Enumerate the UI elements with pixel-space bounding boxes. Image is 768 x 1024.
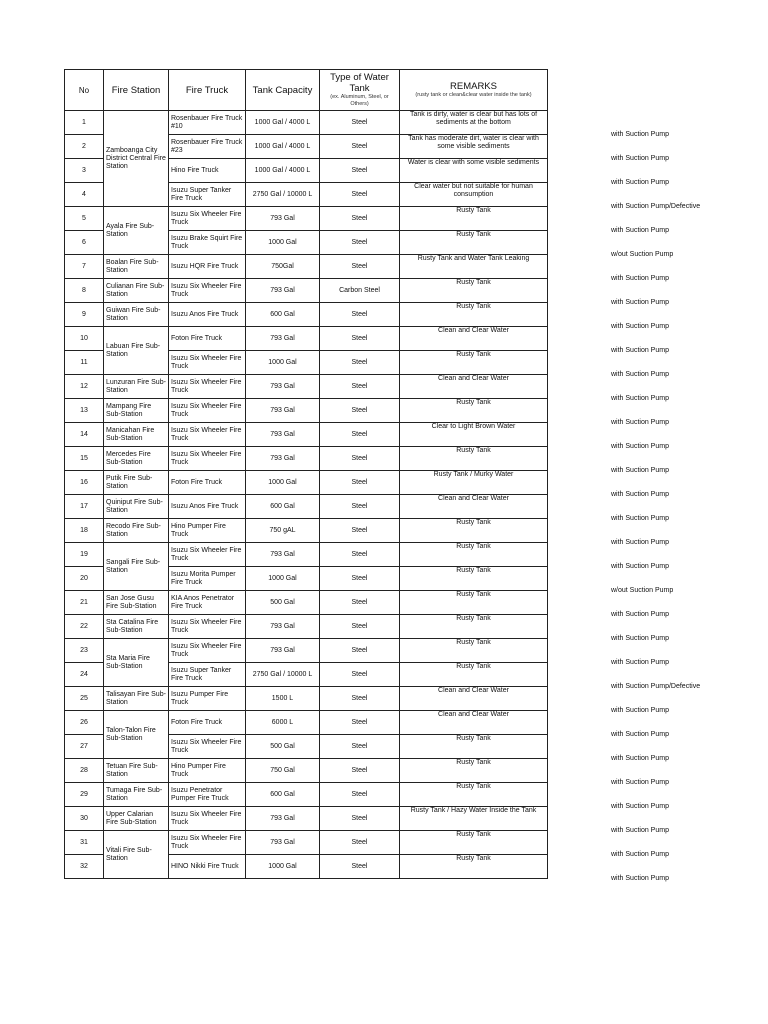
row-number: 12 xyxy=(65,375,104,399)
header-fire-truck: Fire Truck xyxy=(169,70,246,111)
station-name: Labuan Fire Sub-Station xyxy=(104,327,169,375)
table-row xyxy=(65,711,548,735)
station-name: Manicahan Fire Sub-Station xyxy=(104,423,169,447)
tank-capacity: 793 Gal xyxy=(246,807,320,831)
fire-truck-name: Isuzu Penetrator Pumper Fire Truck xyxy=(169,783,246,807)
table-row xyxy=(65,375,548,399)
tank-capacity: 1000 Gal xyxy=(246,231,320,255)
tank-capacity: 1000 Gal / 4000 L xyxy=(246,159,320,183)
table-row xyxy=(65,495,548,519)
fire-truck-name: Isuzu Six Wheeler Fire Truck xyxy=(169,615,246,639)
remarks: Rusty Tank xyxy=(400,567,548,591)
remarks: Tank has moderate dirt, water is clear with some visible sediments xyxy=(400,135,548,159)
table-row xyxy=(65,807,548,831)
row-number: 19 xyxy=(65,543,104,567)
table-row xyxy=(65,423,548,447)
station-name: Culianan Fire Sub-Station xyxy=(104,279,169,303)
tank-type: Steel xyxy=(320,711,400,735)
remarks: Rusty Tank xyxy=(400,759,548,783)
row-number: 30 xyxy=(65,807,104,831)
table-row xyxy=(65,471,548,495)
tank-type: Steel xyxy=(320,567,400,591)
station-name: Quiniput Fire Sub-Station xyxy=(104,495,169,519)
suction-pump-note: with Suction Pump xyxy=(611,754,669,762)
station-name: Vitali Fire Sub-Station xyxy=(104,831,169,879)
tank-capacity: 750Gal xyxy=(246,255,320,279)
fire-truck-name: Isuzu Morita Pumper Fire Truck xyxy=(169,567,246,591)
remarks: Rusty Tank xyxy=(400,591,548,615)
tank-type: Steel xyxy=(320,759,400,783)
remarks: Rusty Tank xyxy=(400,663,548,687)
tank-type: Steel xyxy=(320,159,400,183)
tank-type: Steel xyxy=(320,255,400,279)
tank-capacity: 6000 L xyxy=(246,711,320,735)
table-row xyxy=(65,303,548,327)
remarks: Rusty Tank / Murky Water xyxy=(400,471,548,495)
station-name: Sta Maria Fire Sub-Station xyxy=(104,639,169,687)
suction-pump-note: with Suction Pump xyxy=(611,778,669,786)
suction-pump-note: with Suction Pump xyxy=(611,874,669,882)
remarks: Rusty Tank xyxy=(400,519,548,543)
suction-pump-note: with Suction Pump xyxy=(611,346,669,354)
tank-capacity: 600 Gal xyxy=(246,495,320,519)
tank-capacity: 2750 Gal / 10000 L xyxy=(246,663,320,687)
row-number: 24 xyxy=(65,663,104,687)
station-name: Tetuan Fire Sub-Station xyxy=(104,759,169,783)
station-name: Boalan Fire Sub-Station xyxy=(104,255,169,279)
remarks: Rusty Tank xyxy=(400,447,548,471)
remarks: Rusty Tank xyxy=(400,855,548,879)
table-row xyxy=(65,543,548,567)
suction-pump-note: w/out Suction Pump xyxy=(611,586,674,594)
fire-truck-inventory-sheet xyxy=(64,69,701,882)
tank-capacity: 793 Gal xyxy=(246,447,320,471)
tank-type: Steel xyxy=(320,591,400,615)
row-number: 2 xyxy=(65,135,104,159)
table-row xyxy=(65,639,548,663)
tank-type: Steel xyxy=(320,303,400,327)
fire-truck-table xyxy=(64,69,548,879)
tank-type: Steel xyxy=(320,399,400,423)
tank-capacity: 2750 Gal / 10000 L xyxy=(246,183,320,207)
tank-capacity: 1000 Gal xyxy=(246,855,320,879)
station-name: Guiwan Fire Sub-Station xyxy=(104,303,169,327)
remarks: Water is clear with some visible sediments xyxy=(400,159,548,183)
tank-capacity: 793 Gal xyxy=(246,375,320,399)
tank-capacity: 500 Gal xyxy=(246,591,320,615)
row-number: 13 xyxy=(65,399,104,423)
tank-capacity: 793 Gal xyxy=(246,207,320,231)
table-row xyxy=(65,447,548,471)
station-name: Putik Fire Sub-Station xyxy=(104,471,169,495)
remarks: Rusty Tank xyxy=(400,207,548,231)
tank-capacity: 750 Gal xyxy=(246,759,320,783)
fire-truck-name: Isuzu Brake Squirt Fire Truck xyxy=(169,231,246,255)
row-number: 5 xyxy=(65,207,104,231)
suction-pump-note: with Suction Pump xyxy=(611,538,669,546)
suction-pump-note: with Suction Pump xyxy=(611,130,669,138)
remarks: Rusty Tank xyxy=(400,639,548,663)
suction-pump-note: with Suction Pump xyxy=(611,466,669,474)
suction-pump-note: with Suction Pump xyxy=(611,226,669,234)
fire-truck-name: Isuzu Six Wheeler Fire Truck xyxy=(169,639,246,663)
tank-type: Steel xyxy=(320,519,400,543)
tank-type: Steel xyxy=(320,663,400,687)
tank-capacity: 1000 Gal / 4000 L xyxy=(246,111,320,135)
suction-pump-note: with Suction Pump xyxy=(611,826,669,834)
fire-truck-name: Isuzu Six Wheeler Fire Truck xyxy=(169,375,246,399)
tank-capacity: 1000 Gal xyxy=(246,351,320,375)
row-number: 9 xyxy=(65,303,104,327)
suction-pump-note: with Suction Pump/Defective xyxy=(611,682,701,690)
fire-truck-name: Isuzu Super Tanker Fire Truck xyxy=(169,663,246,687)
tank-capacity: 600 Gal xyxy=(246,303,320,327)
suction-pump-note: with Suction Pump xyxy=(611,514,669,522)
fire-truck-name: Isuzu Super Tanker Fire Truck xyxy=(169,183,246,207)
table-row xyxy=(65,279,548,303)
row-number: 3 xyxy=(65,159,104,183)
suction-pump-note: with Suction Pump xyxy=(611,394,669,402)
tank-type: Steel xyxy=(320,327,400,351)
tank-type: Steel xyxy=(320,615,400,639)
tank-type: Steel xyxy=(320,735,400,759)
row-number: 6 xyxy=(65,231,104,255)
remarks: Clear to Light Brown Water xyxy=(400,423,548,447)
remarks: Tank is dirty, water is clear but has lots of sediments at the bottom xyxy=(400,111,548,135)
remarks: Rusty Tank xyxy=(400,615,548,639)
suction-pump-note: with Suction Pump xyxy=(611,730,669,738)
station-name: Mercedes Fire Sub-Station xyxy=(104,447,169,471)
row-number: 29 xyxy=(65,783,104,807)
table-row xyxy=(65,615,548,639)
suction-pump-note: with Suction Pump xyxy=(611,706,669,714)
row-number: 18 xyxy=(65,519,104,543)
fire-truck-name: Isuzu Anos Fire Truck xyxy=(169,495,246,519)
header-row xyxy=(65,70,548,111)
suction-pump-note: with Suction Pump xyxy=(611,610,669,618)
fire-truck-name: Hino Pumper Fire Truck xyxy=(169,519,246,543)
table-row xyxy=(65,831,548,855)
tank-type: Steel xyxy=(320,183,400,207)
remarks: Rusty Tank xyxy=(400,279,548,303)
remarks: Clean and Clear Water xyxy=(400,375,548,399)
header-no: No xyxy=(65,70,104,111)
station-name: Ayala Fire Sub-Station xyxy=(104,207,169,255)
tank-capacity: 793 Gal xyxy=(246,327,320,351)
remarks: Rusty Tank xyxy=(400,303,548,327)
remarks: Rusty Tank xyxy=(400,735,548,759)
fire-truck-name: Isuzu Six Wheeler Fire Truck xyxy=(169,735,246,759)
tank-capacity: 750 gAL xyxy=(246,519,320,543)
remarks: Rusty Tank xyxy=(400,831,548,855)
row-number: 4 xyxy=(65,183,104,207)
row-number: 22 xyxy=(65,615,104,639)
row-number: 16 xyxy=(65,471,104,495)
tank-capacity: 793 Gal xyxy=(246,423,320,447)
suction-pump-note: with Suction Pump xyxy=(611,370,669,378)
table-row xyxy=(65,591,548,615)
tank-type: Steel xyxy=(320,207,400,231)
fire-truck-name: Isuzu Anos Fire Truck xyxy=(169,303,246,327)
tank-capacity: 600 Gal xyxy=(246,783,320,807)
tank-capacity: 793 Gal xyxy=(246,615,320,639)
fire-truck-name: Isuzu HQR Fire Truck xyxy=(169,255,246,279)
suction-pump-note: with Suction Pump xyxy=(611,178,669,186)
tank-type: Steel xyxy=(320,375,400,399)
station-name: Upper Calarian Fire Sub-Station xyxy=(104,807,169,831)
table-row xyxy=(65,519,548,543)
row-number: 1 xyxy=(65,111,104,135)
suction-pump-note: with Suction Pump xyxy=(611,274,669,282)
tank-capacity: 500 Gal xyxy=(246,735,320,759)
station-name: Zamboanga City District Central Fire Station xyxy=(104,111,169,207)
fire-truck-name: Isuzu Six Wheeler Fire Truck xyxy=(169,543,246,567)
remarks: Clean and Clear Water xyxy=(400,327,548,351)
row-number: 28 xyxy=(65,759,104,783)
table-row xyxy=(65,759,548,783)
fire-truck-name: Isuzu Six Wheeler Fire Truck xyxy=(169,279,246,303)
tank-type: Steel xyxy=(320,351,400,375)
header-tank-type: Type of Water Tank (ex. Aluminum, Steel, or Others) xyxy=(320,70,400,111)
row-number: 32 xyxy=(65,855,104,879)
fire-truck-name: Isuzu Six Wheeler Fire Truck xyxy=(169,831,246,855)
fire-truck-name: Isuzu Six Wheeler Fire Truck xyxy=(169,447,246,471)
tank-capacity: 793 Gal xyxy=(246,279,320,303)
row-number: 23 xyxy=(65,639,104,663)
row-number: 7 xyxy=(65,255,104,279)
tank-type: Steel xyxy=(320,111,400,135)
fire-truck-name: Hino Pumper Fire Truck xyxy=(169,759,246,783)
remarks: Rusty Tank and Water Tank Leaking xyxy=(400,255,548,279)
row-number: 26 xyxy=(65,711,104,735)
suction-pump-note: with Suction Pump xyxy=(611,490,669,498)
tank-type: Steel xyxy=(320,495,400,519)
table-row xyxy=(65,687,548,711)
fire-truck-name: Rosenbauer Fire Truck #23 xyxy=(169,135,246,159)
remarks: Rusty Tank xyxy=(400,351,548,375)
row-number: 10 xyxy=(65,327,104,351)
station-name: Lunzuran Fire Sub-Station xyxy=(104,375,169,399)
suction-pump-note: with Suction Pump/Defective xyxy=(611,202,701,210)
fire-truck-name: KIA Anos Penetrator Fire Truck xyxy=(169,591,246,615)
remarks: Clean and Clear Water xyxy=(400,711,548,735)
fire-truck-name: Isuzu Pumper Fire Truck xyxy=(169,687,246,711)
table-row xyxy=(65,783,548,807)
remarks: Clear water but not suitable for human consumption xyxy=(400,183,548,207)
station-name: Talisayan Fire Sub-Station xyxy=(104,687,169,711)
suction-pump-note: with Suction Pump xyxy=(611,850,669,858)
fire-truck-name: Isuzu Six Wheeler Fire Truck xyxy=(169,351,246,375)
fire-truck-name: Foton Fire Truck xyxy=(169,471,246,495)
station-name: Sta Catalina Fire Sub-Station xyxy=(104,615,169,639)
table-row xyxy=(65,399,548,423)
tank-type: Steel xyxy=(320,783,400,807)
tank-capacity: 793 Gal xyxy=(246,831,320,855)
tank-type: Steel xyxy=(320,807,400,831)
tank-type: Steel xyxy=(320,543,400,567)
row-number: 15 xyxy=(65,447,104,471)
remarks: Rusty Tank xyxy=(400,231,548,255)
fire-truck-name: Foton Fire Truck xyxy=(169,711,246,735)
row-number: 17 xyxy=(65,495,104,519)
tank-type: Carbon Steel xyxy=(320,279,400,303)
suction-pump-note: with Suction Pump xyxy=(611,298,669,306)
row-number: 20 xyxy=(65,567,104,591)
suction-pump-note: with Suction Pump xyxy=(611,802,669,810)
row-number: 14 xyxy=(65,423,104,447)
row-number: 11 xyxy=(65,351,104,375)
fire-truck-name: Isuzu Six Wheeler Fire Truck xyxy=(169,807,246,831)
tank-capacity: 1000 Gal xyxy=(246,471,320,495)
suction-pump-note: with Suction Pump xyxy=(611,562,669,570)
remarks: Clean and Clear Water xyxy=(400,687,548,711)
station-name: Sangali Fire Sub-Station xyxy=(104,543,169,591)
tank-type: Steel xyxy=(320,231,400,255)
tank-capacity: 1500 L xyxy=(246,687,320,711)
suction-pump-note: with Suction Pump xyxy=(611,658,669,666)
table-body xyxy=(65,111,548,879)
row-number: 21 xyxy=(65,591,104,615)
tank-capacity: 793 Gal xyxy=(246,399,320,423)
station-name: Talon-Talon Fire Sub-Station xyxy=(104,711,169,759)
table-row xyxy=(65,327,548,351)
suction-pump-note: w/out Suction Pump xyxy=(611,250,674,258)
suction-pump-note: with Suction Pump xyxy=(611,634,669,642)
suction-pump-note: with Suction Pump xyxy=(611,322,669,330)
header-fire-station: Fire Station xyxy=(104,70,169,111)
table-row xyxy=(65,255,548,279)
tank-type: Steel xyxy=(320,471,400,495)
tank-capacity: 1000 Gal / 4000 L xyxy=(246,135,320,159)
fire-truck-name: Foton Fire Truck xyxy=(169,327,246,351)
tank-type: Steel xyxy=(320,639,400,663)
table-row xyxy=(65,111,548,135)
tank-type: Steel xyxy=(320,831,400,855)
fire-truck-name: Hino Fire Truck xyxy=(169,159,246,183)
suction-pump-note: with Suction Pump xyxy=(611,418,669,426)
remarks: Clean and Clear Water xyxy=(400,495,548,519)
row-number: 8 xyxy=(65,279,104,303)
tank-capacity: 793 Gal xyxy=(246,639,320,663)
station-name: Tumaga Fire Sub-Station xyxy=(104,783,169,807)
suction-pump-note: with Suction Pump xyxy=(611,442,669,450)
fire-truck-name: HINO Nikki Fire Truck xyxy=(169,855,246,879)
station-name: Recodo Fire Sub-Station xyxy=(104,519,169,543)
remarks: Rusty Tank xyxy=(400,783,548,807)
fire-truck-name: Isuzu Six Wheeler Fire Truck xyxy=(169,207,246,231)
tank-type: Steel xyxy=(320,855,400,879)
header-tank-capacity: Tank Capacity xyxy=(246,70,320,111)
remarks: Rusty Tank xyxy=(400,399,548,423)
row-number: 25 xyxy=(65,687,104,711)
tank-type: Steel xyxy=(320,687,400,711)
tank-type: Steel xyxy=(320,447,400,471)
tank-capacity: 1000 Gal xyxy=(246,567,320,591)
table-row xyxy=(65,207,548,231)
remarks: Rusty Tank xyxy=(400,543,548,567)
header-remarks: REMARKS (rusty tank or clean&clear water inside the tank) xyxy=(400,70,548,111)
tank-capacity: 793 Gal xyxy=(246,543,320,567)
row-number: 31 xyxy=(65,831,104,855)
fire-truck-name: Isuzu Six Wheeler Fire Truck xyxy=(169,399,246,423)
tank-type: Steel xyxy=(320,423,400,447)
row-number: 27 xyxy=(65,735,104,759)
fire-truck-name: Rosenbauer Fire Truck #10 xyxy=(169,111,246,135)
fire-truck-name: Isuzu Six Wheeler Fire Truck xyxy=(169,423,246,447)
station-name: San Jose Gusu Fire Sub-Station xyxy=(104,591,169,615)
remarks: Rusty Tank / Hazy Water Inside the Tank xyxy=(400,807,548,831)
tank-type: Steel xyxy=(320,135,400,159)
suction-pump-note: with Suction Pump xyxy=(611,154,669,162)
station-name: Mampang Fire Sub-Station xyxy=(104,399,169,423)
